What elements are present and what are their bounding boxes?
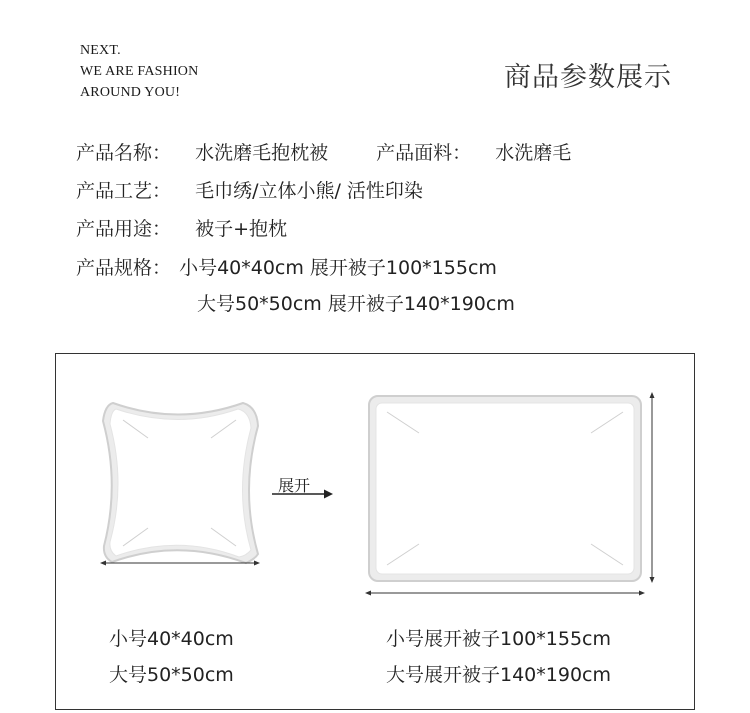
spec-label-craft: 产品工艺： — [76, 180, 172, 202]
pillow-caption-small: 小号40*40cm — [109, 628, 234, 650]
page-title: 商品参数展示 — [504, 62, 672, 93]
spec-value-fabric: 水洗磨毛 — [495, 142, 572, 164]
spec-value-size-1: 小号40*40cm 展开被子100*155cm — [179, 257, 497, 279]
quilt-illustration — [369, 396, 641, 581]
quilt-width-arrow — [365, 591, 645, 596]
quilt-caption-large: 大号展开被子140*190cm — [386, 664, 611, 686]
spec-row-craft — [76, 176, 423, 203]
unfold-label: 展开 — [278, 476, 311, 495]
pillow-width-arrow — [100, 561, 260, 566]
size-diagram-panel — [55, 353, 695, 710]
spec-label-name: 产品名称： — [76, 142, 172, 164]
size-diagram — [56, 354, 696, 711]
spec-row-name — [76, 138, 571, 165]
quilt-caption-small: 小号展开被子100*155cm — [386, 628, 611, 650]
unfold-arrow — [272, 476, 333, 499]
spec-label-use: 产品用途： — [76, 218, 172, 240]
brand-slogan — [80, 40, 198, 103]
spec-value-craft: 毛巾绣/立体小熊/ 活性印染 — [195, 180, 423, 202]
spec-row-size — [76, 253, 497, 280]
spec-value-use: 被子+抱枕 — [195, 218, 287, 240]
pillow-caption-large: 大号50*50cm — [109, 664, 234, 686]
spec-value-size-2: 大号50*50cm 展开被子140*190cm — [197, 293, 515, 315]
quilt-height-arrow — [650, 392, 655, 583]
spec-label-size: 产品规格： — [76, 257, 172, 279]
spec-label-fabric: 产品面料： — [376, 142, 472, 164]
brand-line-1: NEXT. — [80, 43, 121, 58]
brand-line-3: AROUND YOU! — [80, 85, 181, 100]
brand-line-2: WE ARE FASHION — [80, 64, 199, 79]
pillow-illustration — [103, 403, 258, 563]
spec-row-use — [76, 214, 287, 241]
spec-value-name: 水洗磨毛抱枕被 — [195, 142, 329, 164]
spec-row-size-2 — [197, 289, 515, 316]
